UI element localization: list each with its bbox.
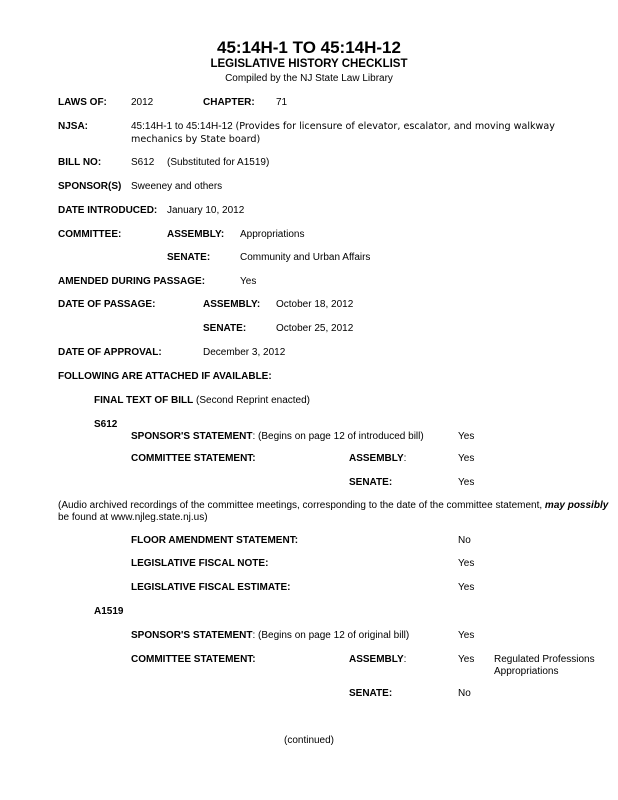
a1519-heading: A1519 [94, 606, 124, 617]
s612-committee-statement-label: COMMITTEE STATEMENT: [131, 453, 256, 464]
sponsors-value: Sweeney and others [131, 181, 223, 192]
attachments-heading: FOLLOWING ARE ATTACHED IF AVAILABLE: [58, 371, 272, 382]
njsa-value [131, 121, 555, 133]
date-introduced-label: DATE INTRODUCED: [58, 205, 158, 216]
compiled-by: Compiled by the NJ State Law Library [225, 73, 393, 84]
sponsors-label: SPONSOR(S) [58, 181, 122, 192]
date-of-approval-label: DATE OF APPROVAL: [58, 347, 162, 358]
a1519-sponsor-statement-label: SPONSOR'S STATEMENT [131, 630, 253, 641]
committee-senate-value: Community and Urban Affairs [240, 252, 371, 263]
a1519-sponsor-statement-note: : (Begins on page 12 of original bill) [252, 630, 410, 641]
committee-assembly-value: Appropriations [240, 229, 305, 240]
a1519-sponsor-statement-value: Yes [458, 630, 475, 641]
bill-no-value: S612 [131, 157, 155, 168]
audio-note-line1 [58, 500, 608, 512]
laws-of-label: LAWS OF: [58, 97, 107, 108]
s612-heading: S612 [94, 419, 118, 430]
a1519-cs-assembly-label: ASSEMBLY [349, 654, 404, 665]
audio-note-text: (Audio archived recordings of the committee meetings, corresponding to the date of the committee statement, [58, 500, 545, 511]
final-text-row [94, 395, 310, 407]
s612-cs-assembly-value: Yes [458, 453, 475, 464]
s612-cs-senate-label: SENATE: [349, 477, 393, 488]
s612-cs-senate-value: Yes [458, 477, 475, 488]
bill-no-note: (Substituted for A1519) [167, 157, 270, 168]
page-title: 45:14H-1 TO 45:14H-12 [217, 38, 401, 57]
s612-sponsor-statement [131, 431, 424, 443]
passage-senate-label: SENATE: [203, 323, 247, 334]
date-of-approval-value: December 3, 2012 [203, 347, 286, 358]
a1519-committee-statement-label: COMMITTEE STATEMENT: [131, 654, 256, 665]
committee-assembly-label: ASSEMBLY: [167, 229, 225, 240]
a1519-cs-assembly-value: Yes [458, 654, 475, 665]
a1519-assembly-committee-2: Appropriations [494, 666, 559, 677]
fiscal-estimate-label: LEGISLATIVE FISCAL ESTIMATE: [131, 582, 291, 593]
s612-cs-assembly [349, 453, 406, 465]
continued-note: (continued) [283, 735, 335, 746]
a1519-cs-assembly [349, 654, 406, 666]
chapter-value: 71 [276, 97, 288, 108]
s612-sponsor-statement-value: Yes [458, 431, 475, 442]
a1519-cs-senate-label: SENATE: [349, 688, 393, 699]
s612-sponsor-statement-note: : (Begins on page 12 of introduced bill) [252, 431, 424, 442]
floor-amendment-value: No [458, 535, 471, 546]
passage-senate-value: October 25, 2012 [276, 323, 354, 334]
committee-senate-label: SENATE: [167, 252, 211, 263]
fiscal-note-value: Yes [458, 558, 475, 569]
amended-value: Yes [240, 276, 257, 287]
a1519-assembly-committee-1: Regulated Professions [494, 654, 595, 665]
njsa-label: NJSA: [58, 121, 89, 132]
date-of-passage-label: DATE OF PASSAGE: [58, 299, 156, 310]
njsa-description-line2: mechanics by State board) [131, 134, 261, 145]
s612-cs-assembly-label: ASSEMBLY [349, 453, 404, 464]
audio-note-emphasis: may possibly [544, 500, 609, 511]
njsa-description-line1: (Provides for licensure of elevator, escalator, and moving walkway [235, 121, 555, 132]
audio-note-line2: be found at www.njleg.state.nj.us) [58, 512, 208, 523]
s612-cs-assembly-colon: : [403, 453, 407, 464]
a1519-cs-senate-value: No [458, 688, 471, 699]
amended-label: AMENDED DURING PASSAGE: [58, 276, 206, 287]
page-subtitle: LEGISLATIVE HISTORY CHECKLIST [210, 58, 408, 70]
passage-assembly-label: ASSEMBLY: [203, 299, 261, 310]
passage-assembly-value: October 18, 2012 [276, 299, 354, 310]
a1519-cs-assembly-colon: : [403, 654, 407, 665]
chapter-label: CHAPTER: [203, 97, 255, 108]
committee-label: COMMITTEE: [58, 229, 122, 240]
final-text-note: (Second Reprint enacted) [193, 395, 310, 406]
bill-no-label: BILL NO: [58, 157, 102, 168]
final-text-label: FINAL TEXT OF BILL [94, 395, 194, 406]
fiscal-note-label: LEGISLATIVE FISCAL NOTE: [131, 558, 269, 569]
date-introduced-value: January 10, 2012 [167, 205, 245, 216]
a1519-sponsor-statement [131, 630, 409, 642]
s612-sponsor-statement-label: SPONSOR'S STATEMENT [131, 431, 253, 442]
njsa-range: 45:14H-1 to 45:14H-12 [131, 121, 236, 132]
floor-amendment-label: FLOOR AMENDMENT STATEMENT: [131, 535, 299, 546]
laws-of-value: 2012 [131, 97, 154, 108]
fiscal-estimate-value: Yes [458, 582, 475, 593]
